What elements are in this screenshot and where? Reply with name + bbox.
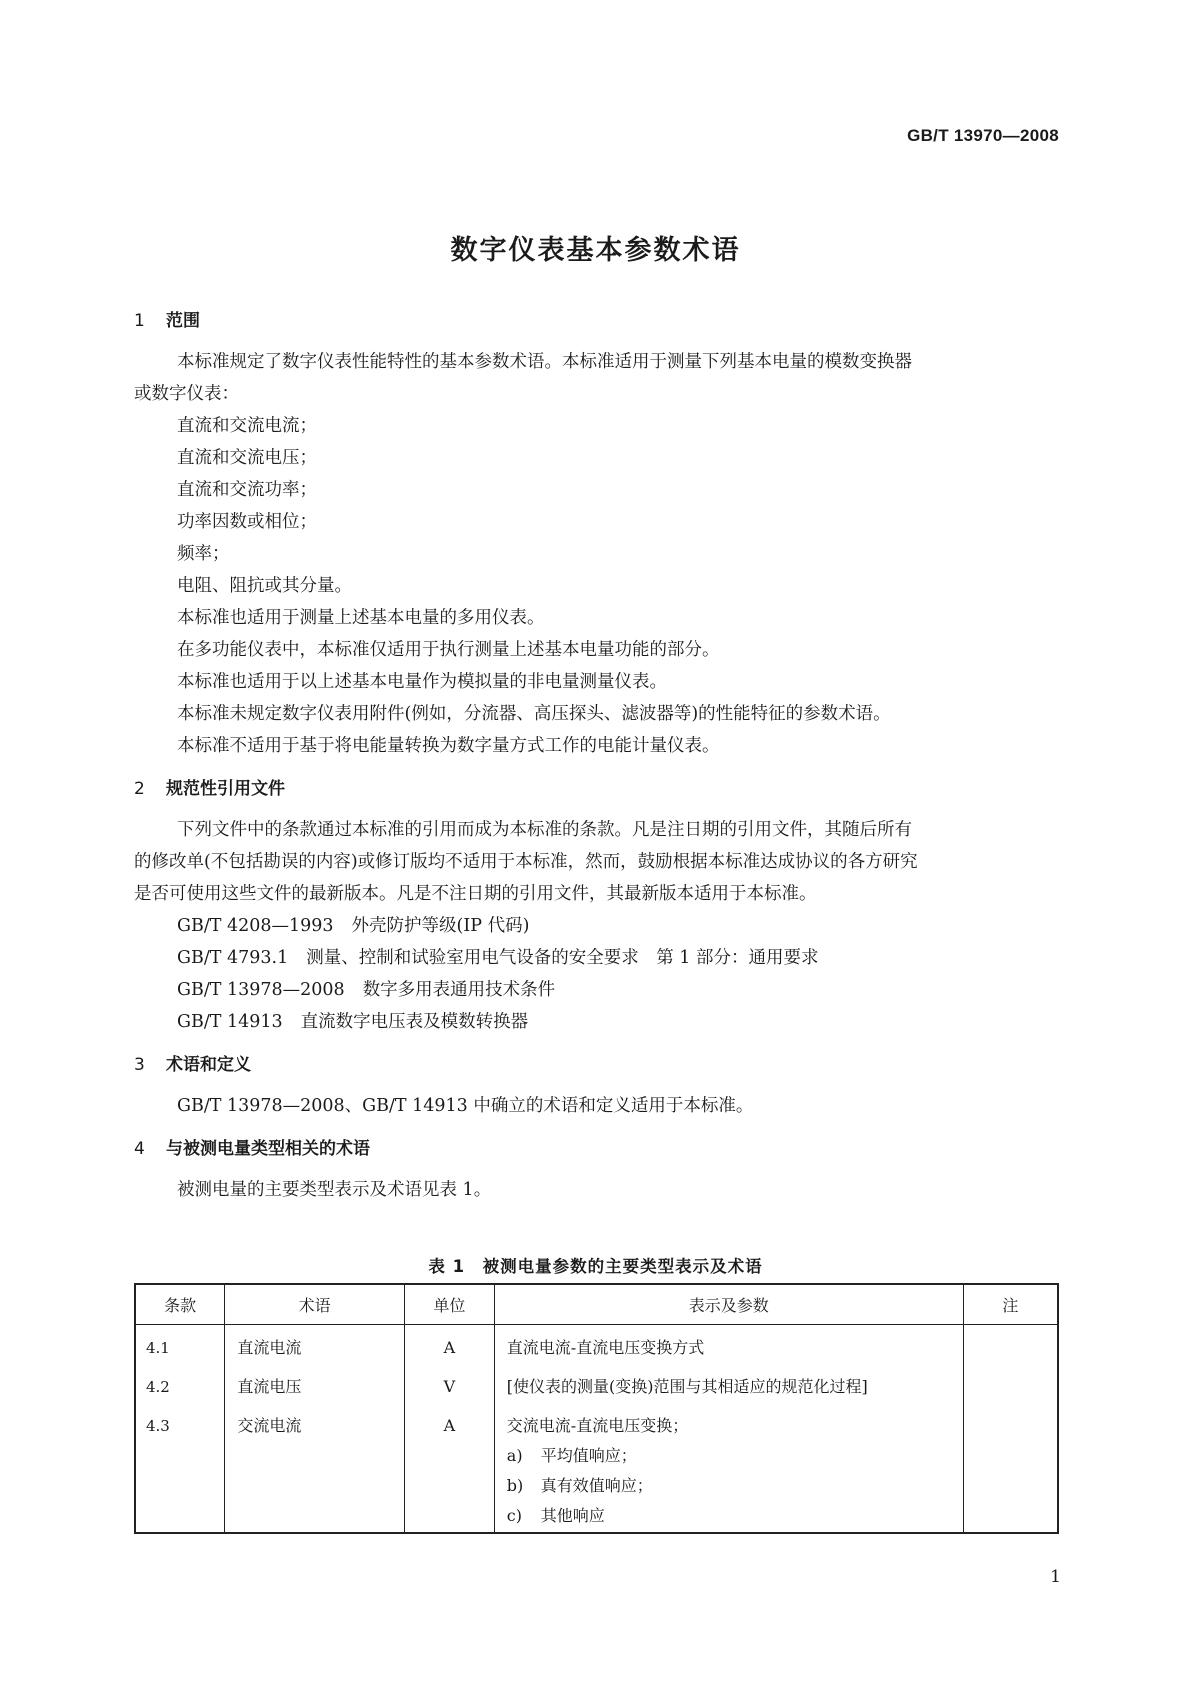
subitem-label: a) xyxy=(506,1446,523,1465)
section-4-heading xyxy=(134,1134,370,1159)
table-header-row xyxy=(135,1284,1058,1325)
scope-item: 直流和交流功率； xyxy=(177,480,317,500)
section-2-heading xyxy=(134,774,285,799)
section-title: 范围 xyxy=(166,311,200,331)
description-subitem xyxy=(507,1441,962,1471)
paragraph-line: 或数字仪表： xyxy=(134,384,239,404)
scope-item: 频率； xyxy=(177,544,230,564)
section-title: 规范性引用文件 xyxy=(166,779,285,799)
normative-reference xyxy=(177,974,555,1006)
section-2-paragraph xyxy=(134,814,1062,910)
subitem-text: 平均值响应； xyxy=(540,1446,637,1465)
reference-id: GB/T 4793.1 xyxy=(177,948,289,968)
clause-cell: 4.1 xyxy=(135,1325,225,1365)
subitem-label: b) xyxy=(506,1476,524,1495)
reference-title: 数字多用表通用技术条件 xyxy=(362,980,556,1000)
section-1-heading xyxy=(134,306,200,331)
term-cell: 直流电流 xyxy=(225,1325,405,1365)
standard-number: GB/T 13970—2008 xyxy=(907,126,1059,145)
section-number: 3 xyxy=(134,1055,145,1075)
normative-reference xyxy=(177,1006,528,1038)
subitem-text: 真有效值响应； xyxy=(540,1476,653,1495)
description-cell: 直流电流-直流电压变换方式 xyxy=(494,1325,963,1365)
section-number: 2 xyxy=(134,779,145,799)
term-cell: 直流电压 xyxy=(225,1364,405,1403)
page-number: 1 xyxy=(1050,1567,1061,1587)
section-3-text: GB/T 13978—2008、GB/T 14913 中确立的术语和定义适用于本标准。 xyxy=(177,1096,754,1116)
paragraph-line: 下列文件中的条款通过本标准的引用而成为本标准的条款。凡是注日期的引用文件，其随后所有 xyxy=(177,820,912,840)
description-main: 交流电流-直流电压变换； xyxy=(506,1416,689,1435)
reference-id: GB/T 4208—1993 xyxy=(177,916,334,936)
section-title: 术语和定义 xyxy=(166,1055,251,1075)
terms-table xyxy=(134,1283,1059,1534)
table-caption: 表 1 被测电量参数的主要类型表示及术语 xyxy=(428,1257,763,1276)
normative-reference xyxy=(177,910,529,942)
unit-cell: A xyxy=(404,1325,494,1365)
table-row xyxy=(135,1364,1058,1403)
clause-cell: 4.3 xyxy=(135,1403,225,1533)
document-title: 数字仪表基本参数术语 xyxy=(450,235,741,266)
reference-title: 外壳防护等级(IP 代码) xyxy=(351,916,530,936)
scope-note: 在多功能仪表中，本标准仅适用于执行测量上述基本电量功能的部分。 xyxy=(177,640,720,660)
term-cell: 交流电流 xyxy=(225,1403,405,1533)
description-cell xyxy=(494,1403,963,1533)
scope-item: 直流和交流电压； xyxy=(177,448,317,468)
scope-item: 电阻、阻抗或其分量。 xyxy=(177,576,352,596)
column-header-clause: 条款 xyxy=(135,1284,225,1325)
section-4-text: 被测电量的主要类型表示及术语见表 1。 xyxy=(177,1180,492,1200)
subitem-text: 其他响应 xyxy=(540,1506,605,1525)
reference-title: 测量、控制和试验室用电气设备的安全要求 第 1 部分：通用要求 xyxy=(306,948,819,968)
section-number: 4 xyxy=(134,1139,145,1159)
section-number: 1 xyxy=(134,311,145,331)
table-row xyxy=(135,1325,1058,1365)
column-header-unit: 单位 xyxy=(404,1284,494,1325)
reference-title: 直流数字电压表及模数转换器 xyxy=(300,1012,529,1032)
subitem-label: c) xyxy=(506,1506,522,1525)
normative-reference xyxy=(177,942,818,974)
section-1-intro xyxy=(134,346,1062,410)
description-subitem xyxy=(507,1501,962,1531)
section-title: 与被测电量类型相关的术语 xyxy=(166,1139,370,1159)
description-subitem xyxy=(507,1471,962,1501)
description-cell: [使仪表的测量(变换)范围与其相适应的规范化过程] xyxy=(494,1364,963,1403)
scope-note: 本标准也适用于以上述基本电量作为模拟量的非电量测量仪表。 xyxy=(177,672,667,692)
note-cell xyxy=(963,1325,1058,1365)
scope-item: 功率因数或相位； xyxy=(177,512,317,532)
note-cell xyxy=(963,1364,1058,1403)
paragraph-line: 本标准规定了数字仪表性能特性的基本参数术语。本标准适用于测量下列基本电量的模数变换器 xyxy=(177,352,912,372)
section-3-heading xyxy=(134,1050,251,1075)
clause-cell: 4.2 xyxy=(135,1364,225,1403)
table-row xyxy=(135,1403,1058,1533)
paragraph-line: 是否可使用这些文件的最新版本。凡是不注日期的引用文件，其最新版本适用于本标准。 xyxy=(134,884,817,904)
scope-note: 本标准未规定数字仪表用附件(例如，分流器、高压探头、滤波器等)的性能特征的参数术语。 xyxy=(177,704,891,724)
unit-cell: V xyxy=(404,1364,494,1403)
reference-id: GB/T 13978—2008 xyxy=(177,980,345,1000)
unit-cell: A xyxy=(404,1403,494,1533)
scope-note: 本标准不适用于基于将电能量转换为数字量方式工作的电能计量仪表。 xyxy=(177,736,720,756)
paragraph-line: 的修改单(不包括勘误的内容)或修订版均不适用于本标准，然而，鼓励根据本标准达成协议的各方研究 xyxy=(134,852,918,872)
note-cell xyxy=(963,1403,1058,1533)
column-header-note: 注 xyxy=(963,1284,1058,1325)
reference-id: GB/T 14913 xyxy=(177,1012,283,1032)
scope-item: 直流和交流电流； xyxy=(177,416,317,436)
column-header-term: 术语 xyxy=(225,1284,405,1325)
column-header-description: 表示及参数 xyxy=(494,1284,963,1325)
scope-note: 本标准也适用于测量上述基本电量的多用仪表。 xyxy=(177,608,545,628)
